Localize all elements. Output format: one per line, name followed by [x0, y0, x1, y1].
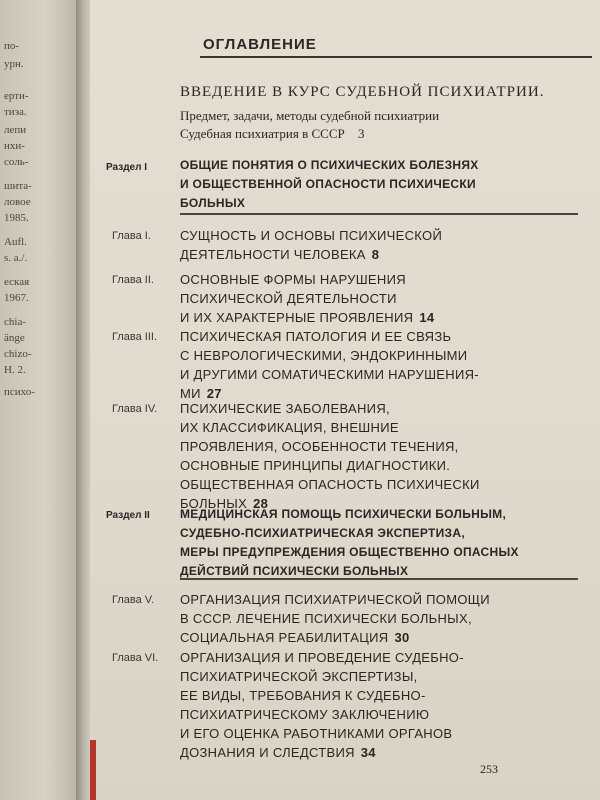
chapter-title-line: В СССР. ЛЕЧЕНИЕ ПСИХИЧЕСКИ БОЛЬНЫХ, — [180, 611, 472, 626]
left-page-fragment: Aufl. — [4, 236, 27, 248]
chapter-title-line: ПСИХИЧЕСКИЕ ЗАБОЛЕВАНИЯ, — [180, 401, 390, 416]
chapter-title-text: ДОЗНАНИЯ И СЛЕДСТВИЯ — [180, 745, 355, 760]
chapter-title-line: И ЕГО ОЦЕНКА РАБОТНИКАМИ ОРГАНОВ — [180, 726, 453, 741]
book-gutter — [76, 0, 90, 800]
chapter-title-line: ОРГАНИЗАЦИЯ ПСИХИАТРИЧЕСКОЙ ПОМОЩИ — [180, 592, 490, 607]
section-rule — [180, 578, 578, 580]
chapter-title-line: ЕЕ ВИДЫ, ТРЕБОВАНИЯ К СУДЕБНО- — [180, 688, 426, 703]
left-page-fragment: s. a./. — [4, 252, 28, 264]
chapter-label: Глава III. — [112, 331, 157, 343]
section-title — [180, 505, 519, 581]
left-page-fragment: соль- — [4, 156, 29, 168]
left-page-fragment: ерти- — [4, 90, 29, 102]
section-title-line: И ОБЩЕСТВЕННОЙ ОПАСНОСТИ ПСИХИЧЕСКИ — [180, 177, 476, 191]
chapter-title — [180, 226, 442, 264]
chapter-title-line: С НЕВРОЛОГИЧЕСКИМИ, ЭНДОКРИННЫМИ — [180, 348, 468, 363]
chapter-label: Глава I. — [112, 230, 151, 242]
section-title-line: БОЛЬНЫХ — [180, 196, 246, 210]
chapter-title — [180, 399, 480, 513]
chapter-page-number: 28 — [253, 496, 269, 511]
left-page-fragment: 1985. — [4, 212, 29, 224]
chapter-label: Глава IV. — [112, 403, 158, 415]
section-title — [180, 156, 479, 213]
left-page-fragment: 1967. — [4, 292, 29, 304]
chapter-title-line — [180, 308, 434, 327]
chapter-title-line — [180, 743, 464, 762]
chapter-title-line — [180, 628, 490, 647]
left-page-fragment: нхи- — [4, 140, 25, 152]
chapter-title-line: ОСНОВНЫЕ ПРИНЦИПЫ ДИАГНОСТИКИ. — [180, 458, 451, 473]
chapter-page-number: 30 — [394, 630, 410, 645]
left-page-fragment: урн. — [4, 58, 24, 70]
chapter-title-line: ПСИХИАТРИЧЕСКОМУ ЗАКЛЮЧЕНИЮ — [180, 707, 430, 722]
left-page-fragment: änge — [4, 332, 25, 344]
chapter-label: Глава II. — [112, 274, 154, 286]
chapter-page-number: 14 — [419, 310, 435, 325]
chapter-title-text: ДЕЯТЕЛЬНОСТИ ЧЕЛОВЕКА — [180, 247, 366, 262]
left-page-fragment: chizo- — [4, 348, 32, 360]
left-page-fragment: ловое — [4, 196, 31, 208]
chapter-title-text: МИ — [180, 386, 201, 401]
section-title-line: МЕРЫ ПРЕДУПРЕЖДЕНИЯ ОБЩЕСТВЕННО ОПАСНЫХ — [180, 545, 519, 559]
section-title-line: МЕДИЦИНСКАЯ ПОМОЩЬ ПСИХИЧЕСКИ БОЛЬНЫМ, — [180, 507, 507, 521]
section-title-line: ОБЩИЕ ПОНЯТИЯ О ПСИХИЧЕСКИХ БОЛЕЗНЯХ — [180, 158, 479, 172]
section-title-line: ДЕЙСТВИЙ ПСИХИЧЕСКИ БОЛЬНЫХ — [180, 564, 409, 578]
left-page-fragment: chia- — [4, 316, 26, 328]
page-edge-mark — [90, 740, 96, 800]
toc-page — [90, 0, 600, 800]
chapter-title-line: СУЩНОСТЬ И ОСНОВЫ ПСИХИЧЕСКОЙ — [180, 228, 443, 243]
page-number: 253 — [480, 762, 498, 776]
section-label: Раздел I — [106, 162, 148, 173]
left-page-fragment: шита- — [4, 180, 32, 192]
chapter-title — [180, 648, 464, 762]
chapter-label: Глава V. — [112, 594, 155, 606]
page-title: ОГЛАВЛЕНИЕ — [203, 36, 317, 53]
left-page-fragment: психо- — [4, 386, 35, 398]
chapter-title-line: ПСИХИЧЕСКАЯ ПАТОЛОГИЯ И ЕЕ СВЯЗЬ — [180, 329, 452, 344]
title-rule — [200, 56, 592, 58]
intro-line: Предмет, задачи, методы судебной психиатрии — [180, 108, 440, 123]
section-title-line: СУДЕБНО-ПСИХИАТРИЧЕСКАЯ ЭКСПЕРТИЗА, — [180, 526, 465, 540]
intro-line-text: Судебная психиатрия в СССР — [180, 126, 345, 141]
intro-line — [180, 126, 364, 142]
left-page-fragment: H. 2. — [4, 364, 26, 376]
chapter-title-text: И ИХ ХАРАКТЕРНЫЕ ПРОЯВЛЕНИЯ — [180, 310, 414, 325]
chapter-title-line — [180, 245, 442, 264]
left-page-fragment: тиза. — [4, 106, 27, 118]
chapter-title-line: И ДРУГИМИ СОМАТИЧЕСКИМИ НАРУШЕНИЯ- — [180, 367, 479, 382]
chapter-title-line: ИХ КЛАССИФИКАЦИЯ, ВНЕШНИЕ — [180, 420, 399, 435]
left-page-fragment: по- — [4, 40, 20, 52]
chapter-title — [180, 590, 490, 647]
chapter-title-line: ОРГАНИЗАЦИЯ И ПРОВЕДЕНИЕ СУДЕБНО- — [180, 650, 464, 665]
chapter-page-number: 8 — [371, 247, 380, 262]
chapter-page-number: 34 — [360, 745, 376, 760]
chapter-title-text: БОЛЬНЫХ — [180, 496, 248, 511]
chapter-title-line: ПРОЯВЛЕНИЯ, ОСОБЕННОСТИ ТЕЧЕНИЯ, — [180, 439, 459, 454]
intro-page-number: 3 — [357, 126, 365, 141]
chapter-title-line: ОСНОВНЫЕ ФОРМЫ НАРУШЕНИЯ — [180, 272, 406, 287]
chapter-label: Глава VI. — [112, 652, 159, 664]
left-page-fragment: лепи — [4, 124, 27, 136]
chapter-title — [180, 270, 434, 327]
section-label: Раздел II — [106, 510, 150, 521]
chapter-title — [180, 327, 479, 403]
left-page-fragment: еская — [4, 276, 30, 288]
chapter-title-line: ПСИХИЧЕСКОЙ ДЕЯТЕЛЬНОСТИ — [180, 291, 397, 306]
intro-title: ВВЕДЕНИЕ В КУРС СУДЕБНОЙ ПСИХИАТРИИ. — [180, 84, 545, 100]
chapter-title-line: ПСИХИАТРИЧЕСКОЙ ЭКСПЕРТИЗЫ, — [180, 669, 418, 684]
section-rule — [180, 213, 578, 215]
chapter-title-line: ОБЩЕСТВЕННАЯ ОПАСНОСТЬ ПСИХИЧЕСКИ — [180, 477, 480, 492]
chapter-page-number: 27 — [206, 386, 222, 401]
chapter-title-text: СОЦИАЛЬНАЯ РЕАБИЛИТАЦИЯ — [180, 630, 389, 645]
left-page — [0, 0, 76, 800]
